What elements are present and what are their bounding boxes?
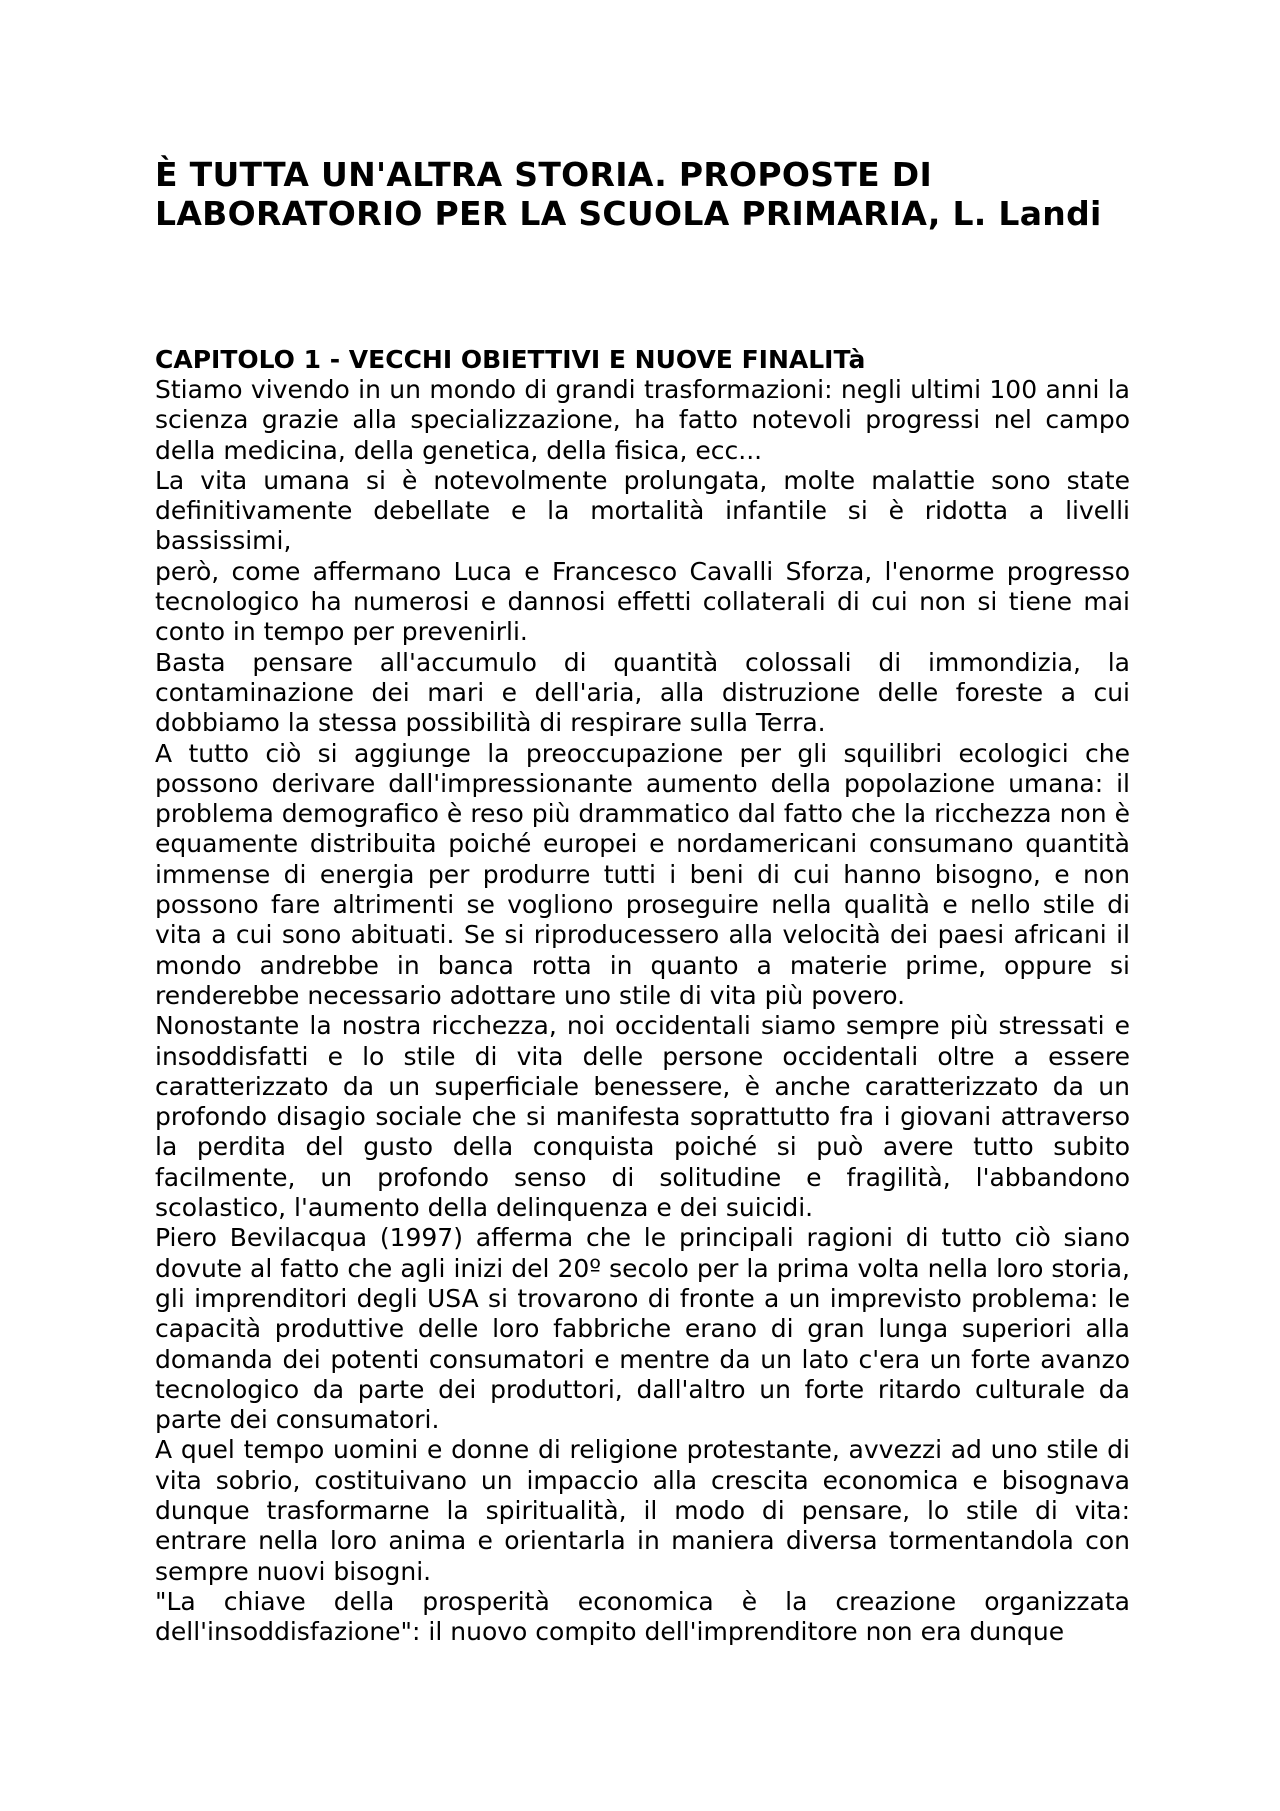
document-page (155, 0, 1130, 1647)
paragraph: La vita umana si è notevolmente prolungata, molte malattie sono state definitivamente debellate e la mortalità infantile si è ridotta a livelli bassissimi, (155, 465, 1130, 556)
paragraph: Piero Bevilacqua (1997) afferma che le principali ragioni di tutto ciò siano dovute al fatto che agli inizi del 20º secolo per la prima volta nella loro storia, gli imprenditori degli USA si trovarono di fronte a un imprevisto problema: le capacità produttive delle loro fabbriche erano di gran lunga superiori alla domanda dei potenti consumatori e mentre da un lato c'era un forte avanzo tecnologico da parte dei produttori, dall'altro un forte ritardo culturale da parte dei consumatori. (155, 1223, 1130, 1435)
chapter-heading: CAPITOLO 1 - VECCHI OBIETTIVI E NUOVE FINALITà (155, 345, 866, 374)
paragraph: Stiamo vivendo in un mondo di grandi trasformazioni: negli ultimi 100 anni la scienza grazie alla specializzazione, ha fatto notevoli progressi nel campo della medicina, della genetica, della fisica, ecc... (155, 375, 1130, 465)
chapter-body (155, 375, 1130, 1647)
paragraph: "La chiave della prosperità economica è la creazione organizzata dell'insoddisfazione": il nuovo compito dell'imprenditore non era dunque (155, 1586, 1130, 1647)
paragraph: Nonostante la nostra ricchezza, noi occidentali siamo sempre più stressati e insoddisfatti e lo stile di vita delle persone occidentali oltre a essere caratterizzato da un superficiale benessere, è anche caratterizzato da un profondo disagio sociale che si manifesta soprattutto fra i giovani attraverso la perdita del gusto della conquista poiché si può avere tutto subito facilmente, un profondo senso di solitudine e fragilità, l'abbandono scolastico, l'aumento della delinquenza e dei suicidi. (155, 1011, 1130, 1223)
paragraph: A quel tempo uomini e donne di religione protestante, avvezzi ad uno stile di vita sobrio, costituivano un impaccio alla crescita economica e bisognava dunque trasformarne la spiritualità, il modo di pensare, lo stile di vita: entrare nella loro anima e orientarla in maniera diversa tormentandola con sempre nuovi bisogni. (155, 1435, 1130, 1586)
paragraph: Basta pensare all'accumulo di quantità colossali di immondizia, la contaminazione dei mari e dell'aria, alla distruzione delle foreste a cui dobbiamo la stessa possibilità di respirare sulla Terra. (155, 647, 1130, 738)
paragraph: A tutto ciò si aggiunge la preoccupazione per gli squilibri ecologici che possono derivare dall'impressionante aumento della popolazione umana: il problema demografico è reso più drammatico dal fatto che la ricchezza non è equamente distribuita poiché europei e nordamericani consumano quantità immense di energia per produrre tutti i beni di cui hanno bisogno, e non possono fare altrimenti se vogliono proseguire nella qualità e nello stile di vita a cui sono abituati. Se si riproducessero alla velocità dei paesi africani il mondo andrebbe in banca rotta in quanto a materie prime, oppure si renderebbe necessario adottare uno stile di vita più povero. (155, 738, 1130, 1010)
document-title: È TUTTA UN'ALTRA STORIA. PROPOSTE DI LABORATORIO PER LA SCUOLA PRIMARIA, L. Landi (155, 155, 1102, 233)
paragraph: però, come affermano Luca e Francesco Cavalli Sforza, l'enorme progresso tecnologico ha numerosi e dannosi effetti collaterali di cui non si tiene mai conto in tempo per prevenirli. (155, 556, 1130, 647)
